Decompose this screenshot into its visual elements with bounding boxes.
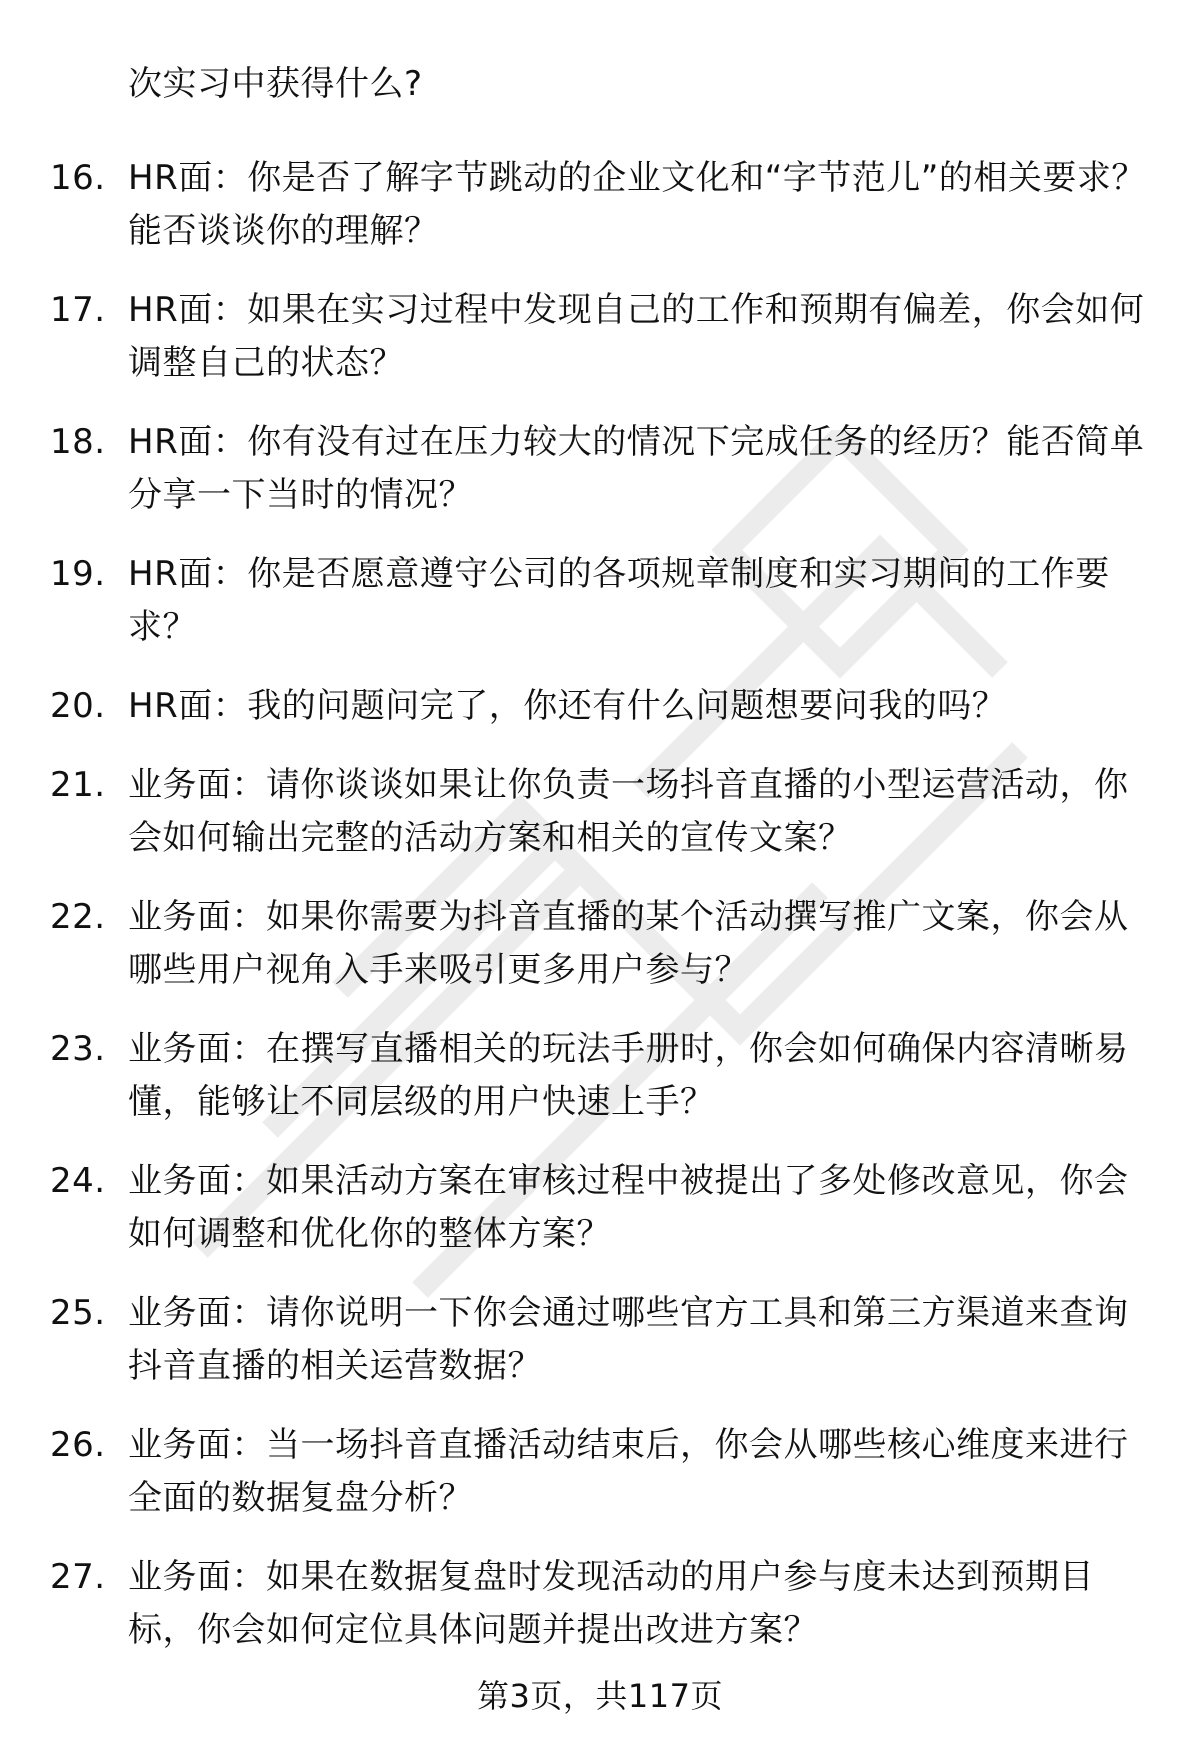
continuation-text: 次实习中获得什么? xyxy=(128,64,423,104)
item-number: 24. xyxy=(50,1161,106,1201)
item-number: 17. xyxy=(50,290,106,330)
list-item xyxy=(50,680,1160,733)
question-list xyxy=(50,58,1160,1683)
page-footer: 第3页，共117页 xyxy=(477,1677,723,1715)
item-text: 业务面：在撰写直播相关的玩法手册时，你会如何确保内容清晰易懂，能够让不同层级的用户快速上手？ xyxy=(128,1029,1129,1122)
list-item xyxy=(50,548,1160,654)
list-item xyxy=(50,416,1160,522)
item-number: 21. xyxy=(50,765,106,805)
item-text: 业务面：如果活动方案在审核过程中被提出了多处修改意见，你会如何调整和优化你的整体方案？ xyxy=(128,1161,1129,1254)
item-number: 16. xyxy=(50,158,106,198)
list-item xyxy=(50,1155,1160,1261)
item-number: 27. xyxy=(50,1557,106,1597)
item-number: 22. xyxy=(50,897,106,937)
item-number: 23. xyxy=(50,1029,106,1069)
item-number: 25. xyxy=(50,1293,106,1333)
list-item xyxy=(50,1419,1160,1525)
item-number: 18. xyxy=(50,422,106,462)
item-text: HR面：如果在实习过程中发现自己的工作和预期有偏差，你会如何调整自己的状态？ xyxy=(128,290,1145,383)
item-text: HR面：我的问题问完了，你还有什么问题想要问我的吗？ xyxy=(128,686,1007,726)
list-item xyxy=(50,1551,1160,1657)
list-item xyxy=(50,1023,1160,1129)
item-text: HR面：你是否了解字节跳动的企业文化和“字节范儿”的相关要求？能否谈谈你的理解？ xyxy=(128,158,1146,251)
item-text: 业务面：当一场抖音直播活动结束后，你会从哪些核心维度来进行全面的数据复盘分析？ xyxy=(128,1425,1129,1518)
item-text: 业务面：如果你需要为抖音直播的某个活动撰写推广文案，你会从哪些用户视角入手来吸引更多用户参与？ xyxy=(128,897,1129,990)
item-text: 业务面：请你谈谈如果让你负责一场抖音直播的小型运营活动，你会如何输出完整的活动方案和相关的宣传文案？ xyxy=(128,765,1129,858)
item-number: 19. xyxy=(50,554,106,594)
list-item xyxy=(50,152,1160,258)
item-text: HR面：你是否愿意遵守公司的各项规章制度和实习期间的工作要求？ xyxy=(128,554,1110,647)
item-number: 20. xyxy=(50,686,106,726)
list-item xyxy=(50,284,1160,390)
item-text: 业务面：如果在数据复盘时发现活动的用户参与度未达到预期目标，你会如何定位具体问题并提出改进方案？ xyxy=(128,1557,1094,1650)
list-item xyxy=(50,759,1160,865)
item-text: 业务面：请你说明一下你会通过哪些官方工具和第三方渠道来查询抖音直播的相关运营数据？ xyxy=(128,1293,1129,1386)
item-text: HR面：你有没有过在压力较大的情况下完成任务的经历？能否简单分享一下当时的情况？ xyxy=(128,422,1145,515)
list-item xyxy=(50,891,1160,997)
item-number: 26. xyxy=(50,1425,106,1465)
list-item xyxy=(50,1287,1160,1393)
